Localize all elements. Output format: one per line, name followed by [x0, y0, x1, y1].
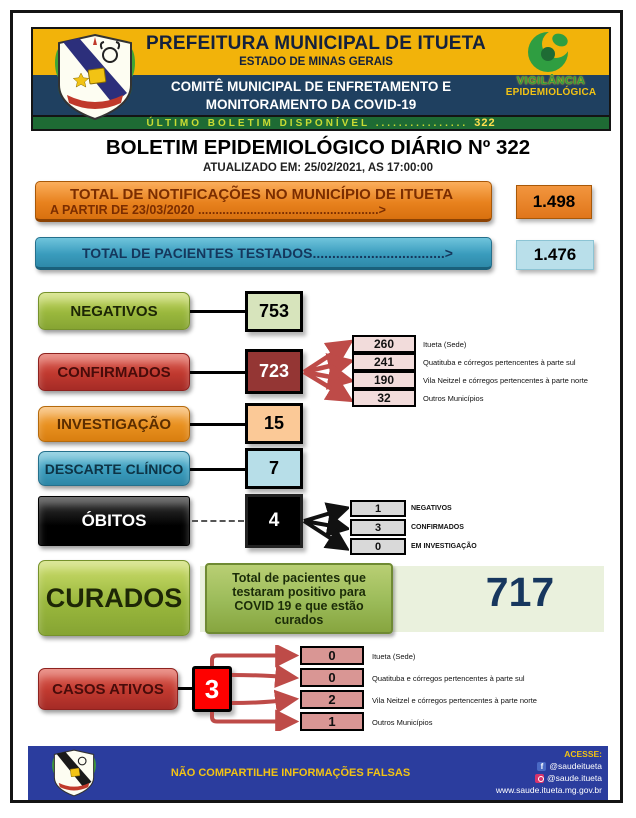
footer-message: NÃO COMPARTILHE INFORMAÇÕES FALSAS — [170, 767, 411, 779]
itueta-coat-of-arms-icon — [55, 33, 135, 121]
casos-breakdown-label: Itueta (Sede) — [372, 652, 416, 661]
negativos-button: NEGATIVOS — [38, 292, 190, 330]
casos-breakdown-value: 1 — [300, 712, 364, 731]
curados-button: CURADOS — [38, 560, 190, 636]
footer — [28, 746, 608, 800]
state-subtitle: ESTADO DE MINAS GERAIS — [239, 56, 393, 68]
committee-line2: MONITORAMENTO DA COVID-19 — [205, 97, 417, 112]
descarte-value: 7 — [245, 448, 303, 489]
last-bulletin-number: 322 — [474, 117, 496, 129]
negativos-value: 753 — [245, 291, 303, 332]
confirmados-connector — [190, 371, 245, 374]
instagram-handle: @saude.itueta — [547, 773, 602, 783]
casos-ativos-button: CASOS ATIVOS — [38, 668, 178, 710]
confirmados-breakdown-value: 241 — [352, 353, 416, 371]
facebook-handle: @saudeitueta — [549, 761, 602, 771]
notifications-label-line1: TOTAL DE NOTIFICAÇÕES NO MUNICÍPIO DE ITUETA — [70, 186, 454, 203]
access-label: ACESSE: — [564, 749, 602, 759]
website-link[interactable] — [496, 784, 602, 796]
last-bulletin-label: ÚLTIMO BOLETIM DISPONÍVEL ................ — [146, 117, 469, 129]
obitos-breakdown-value: 0 — [350, 538, 406, 555]
bulletin-title: BOLETIM EPIDEMIOLÓGICO DIÁRIO Nº 322 — [105, 136, 531, 159]
casos-breakdown-label: Outros Municípios — [372, 718, 433, 727]
obitos-button: ÓBITOS — [38, 496, 190, 546]
casos-breakdown-label: Quatituba e córregos pertencentes à parte sul — [372, 674, 525, 683]
facebook-icon: f — [537, 762, 546, 771]
obitos-breakdown-label: NEGATIVOS — [411, 505, 452, 512]
footer-access-block — [496, 748, 602, 796]
obitos-breakdown-value: 3 — [350, 519, 406, 536]
investigacao-button: INVESTIGAÇÃO — [38, 406, 190, 442]
confirmados-breakdown-label: Itueta (Sede) — [423, 340, 467, 349]
confirmados-breakdown-label: Outros Municípios — [423, 394, 484, 403]
tested-value: 1.476 — [516, 240, 594, 270]
website-url: www.saude.itueta.mg.gov.br — [495, 785, 602, 795]
investigacao-value: 15 — [245, 403, 303, 444]
confirmados-breakdown-value: 190 — [352, 371, 416, 389]
facebook-link[interactable] — [496, 760, 602, 772]
notifications-value: 1.498 — [516, 185, 592, 219]
vigilancia-line2: EPIDEMIOLÓGICA — [505, 87, 597, 98]
confirmados-breakdown-value: 32 — [352, 389, 416, 407]
obitos-breakdown-label: EM INVESTIGAÇÃO — [411, 543, 477, 550]
bulletin-updated: ATUALIZADO EM: 25/02/2021, AS 17:00:00 — [202, 162, 434, 174]
casos-ativos-value: 3 — [192, 666, 232, 712]
curados-value: 717 — [485, 569, 555, 615]
committee-line1: COMITÊ MUNICIPAL DE ENFRETAMENTO E — [170, 79, 452, 94]
instagram-link[interactable] — [496, 772, 602, 784]
negativos-connector — [190, 310, 245, 313]
vigilancia-line1: VIGILÂNCIA — [516, 75, 586, 87]
footer-coat-of-arms-icon — [52, 749, 96, 797]
investigacao-connector — [190, 423, 245, 426]
instagram-icon — [535, 774, 544, 783]
header — [31, 27, 611, 131]
confirmados-value: 723 — [245, 349, 303, 394]
casos-ativos-connector — [178, 687, 192, 690]
confirmados-fan-arrows-icon — [303, 333, 353, 407]
obitos-connector — [192, 520, 244, 522]
casos-breakdown-value: 0 — [300, 668, 364, 687]
obitos-value: 4 — [245, 494, 303, 548]
obitos-fan-arrows-icon — [303, 496, 349, 552]
casos-breakdown-value: 0 — [300, 646, 364, 665]
tested-bar — [35, 237, 492, 270]
descarte-connector — [190, 468, 245, 471]
obitos-breakdown-value: 1 — [350, 500, 406, 517]
curados-description: Total de pacientes que testaram positivo para COVID 19 e que estão curados — [205, 563, 393, 634]
vigilancia-logo — [495, 30, 607, 114]
confirmados-button: CONFIRMADOS — [38, 353, 190, 391]
casos-breakdown-value: 2 — [300, 690, 364, 709]
vigilancia-swoosh-icon — [526, 30, 576, 74]
descarte-clinico-button: DESCARTE CLÍNICO — [38, 451, 190, 486]
obitos-breakdown-label: CONFIRMADOS — [411, 524, 464, 531]
casos-breakdown-label: Vila Neitzel e córregos pertencentes à parte norte — [372, 696, 537, 705]
casos-ativos-arrows-icon — [204, 645, 300, 731]
confirmados-breakdown-label: Quatituba e córregos pertencentes à parte sul — [423, 358, 576, 367]
confirmados-breakdown-label: Vila Neitzel e córregos pertencentes à parte norte — [423, 376, 588, 385]
tested-label: TOTAL DE PACIENTES TESTADOS..................................> — [82, 244, 453, 261]
notifications-bar — [35, 181, 492, 222]
notifications-label-line2: A PARTIR DE 23/03/2020 ....................................................> — [50, 203, 386, 217]
municipality-title: PREFEITURA MUNICIPAL DE ITUETA — [146, 33, 486, 54]
confirmados-breakdown-value: 260 — [352, 335, 416, 353]
